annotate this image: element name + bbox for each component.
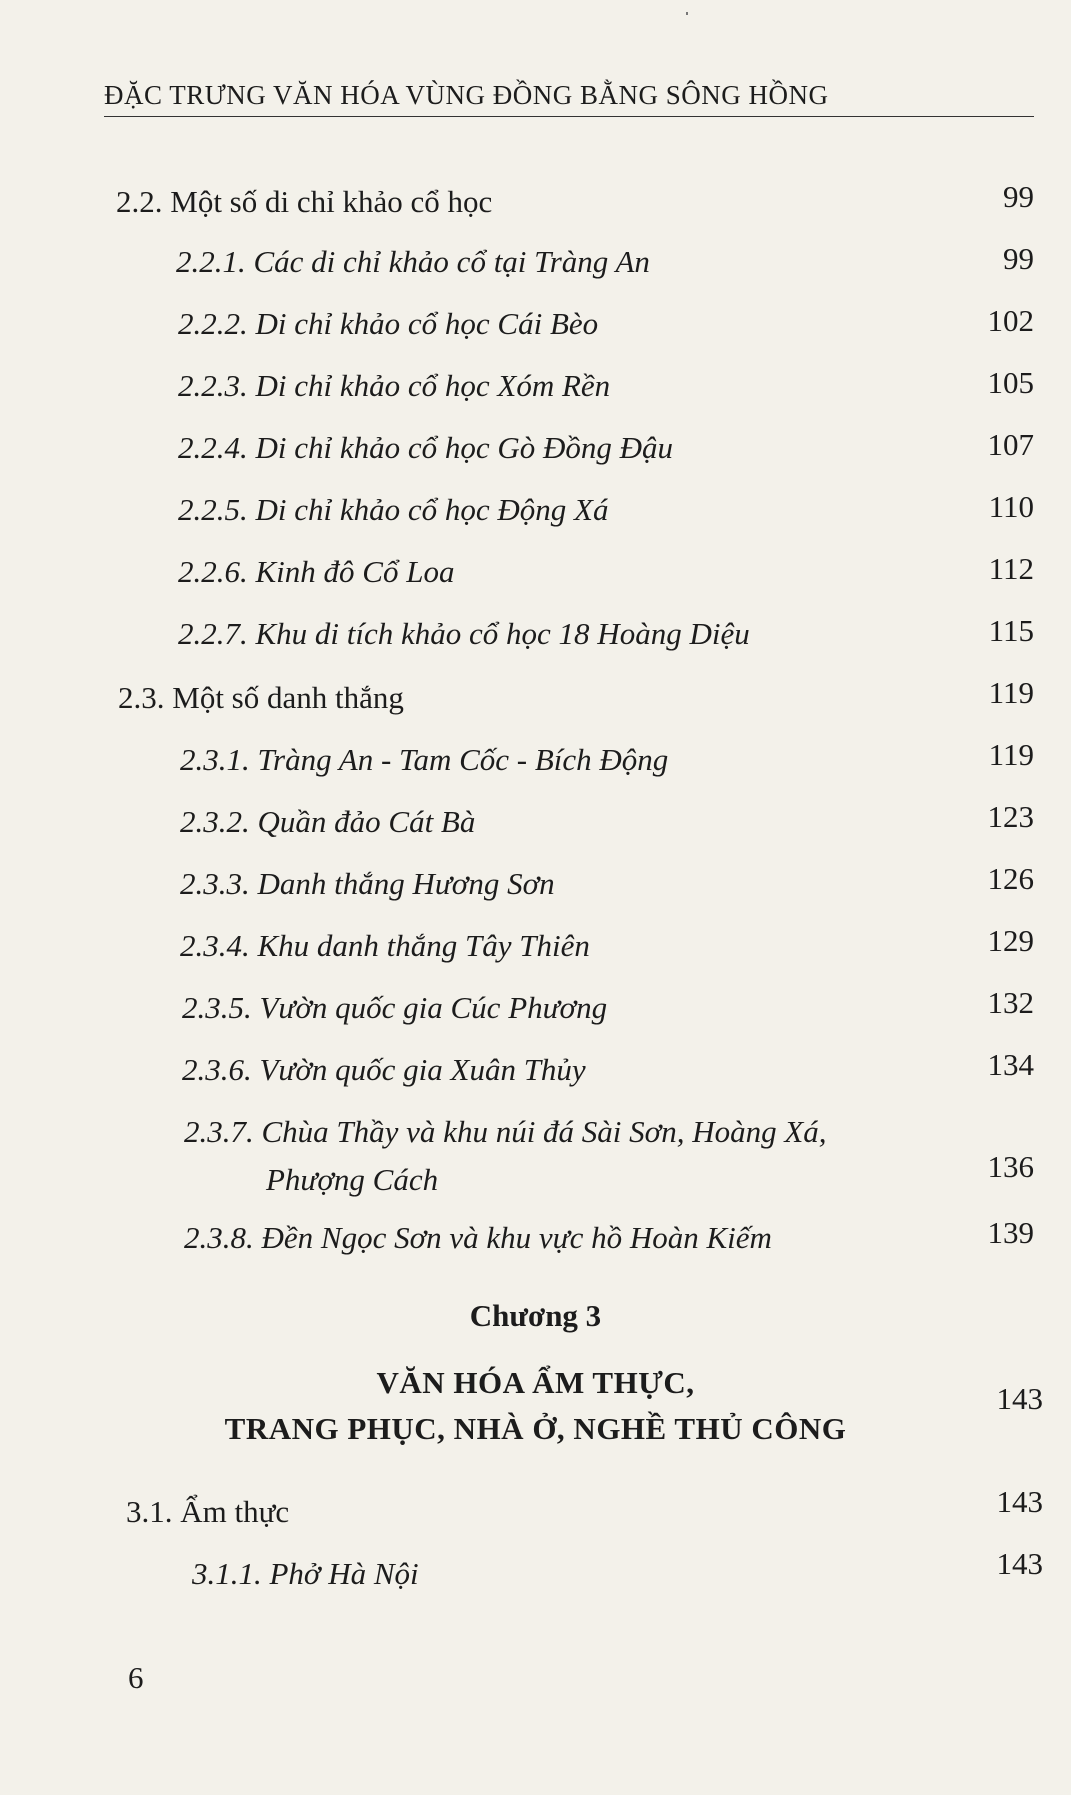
toc-entry-label: 2.3.1. Tràng An - Tam Cốc - Bích Động	[180, 742, 669, 777]
chapter-heading: Chương 3	[469, 1298, 602, 1333]
toc-entry-page: 119	[988, 675, 1034, 710]
toc-entry-label: 2.2.6. Kinh đô Cổ Loa	[178, 554, 455, 589]
toc-entry-label: 2.3.3. Danh thắng Hương Sơn	[180, 866, 555, 901]
toc-entry-page: 99	[1003, 179, 1034, 214]
toc-entry-label: 2.3.4. Khu danh thắng Tây Thiên	[180, 928, 590, 963]
toc-entry-page: 102	[987, 303, 1034, 338]
toc-entry-label: 2.2.3. Di chỉ khảo cổ học Xóm Rền	[178, 368, 611, 403]
toc-entry-label: 2.3. Một số danh thắng	[118, 680, 404, 715]
toc-entry-page: 126	[987, 861, 1034, 896]
toc-entry-label: 2.2.1. Các di chỉ khảo cổ tại Tràng An	[176, 244, 650, 279]
toc-entry-page: 143	[996, 1484, 1043, 1519]
chapter-title-line-2: TRANG PHỤC, NHÀ Ở, NGHỀ THỦ CÔNG	[224, 1411, 847, 1446]
toc-entry-label: 2.3.6. Vườn quốc gia Xuân Thủy	[182, 1052, 586, 1087]
toc-entry-page: 143	[996, 1546, 1043, 1581]
toc-entry-page: 119	[988, 737, 1034, 772]
page-folio: 6	[128, 1660, 144, 1695]
toc-entry-label: 2.2.7. Khu di tích khảo cổ học 18 Hoàng Diệu	[178, 616, 750, 651]
toc-entry-label: 2.2.5. Di chỉ khảo cổ học Động Xá	[178, 492, 609, 527]
toc-entry-page: 99	[1003, 241, 1034, 276]
running-header: ĐẶC TRƯNG VĂN HÓA VÙNG ĐỒNG BẰNG SÔNG HỒNG	[104, 80, 829, 110]
toc-entry-label: 3.1. Ẩm thực	[126, 1494, 290, 1529]
toc-entry-label: 2.2. Một số di chỉ khảo cổ học	[116, 184, 493, 219]
toc-entry-label: 2.2.2. Di chỉ khảo cổ học Cái Bèo	[178, 306, 599, 341]
toc-entry-label: 2.3.2. Quần đảo Cát Bà	[180, 804, 476, 839]
chapter-page: 143	[996, 1381, 1043, 1416]
toc-entry-page: 105	[987, 365, 1034, 400]
toc-entry-page: 139	[987, 1215, 1034, 1250]
toc-entry-label: 2.3.7. Chùa Thầy và khu núi đá Sài Sơn, Hoàng Xá,	[184, 1114, 827, 1149]
toc-entry-label: 2.3.5. Vườn quốc gia Cúc Phương	[182, 990, 608, 1025]
toc-entry-label: 3.1.1. Phở Hà Nội	[192, 1556, 419, 1591]
toc-entry-page: 136	[987, 1149, 1034, 1184]
toc-entry-page: 123	[987, 799, 1034, 834]
toc-entry-page: 112	[988, 551, 1034, 586]
toc-entry-label: 2.2.4. Di chỉ khảo cổ học Gò Đồng Đậu	[178, 430, 674, 465]
toc-entry-page: 110	[988, 489, 1034, 524]
toc-entry-label-continued: Phượng Cách	[266, 1162, 439, 1197]
toc-entry-label: 2.3.8. Đền Ngọc Sơn và khu vực hồ Hoàn Kiếm	[184, 1220, 772, 1255]
toc-entry-page: 132	[987, 985, 1034, 1020]
toc-entry-page: 134	[987, 1047, 1034, 1082]
toc-entry-page: 129	[987, 923, 1034, 958]
toc-entry-page: 115	[988, 613, 1034, 648]
toc-entry-page: 107	[987, 427, 1034, 462]
chapter-title-line-1: VĂN HÓA ẨM THỰC,	[376, 1365, 695, 1400]
print-speck	[686, 12, 688, 15]
header-rule	[104, 116, 1034, 117]
